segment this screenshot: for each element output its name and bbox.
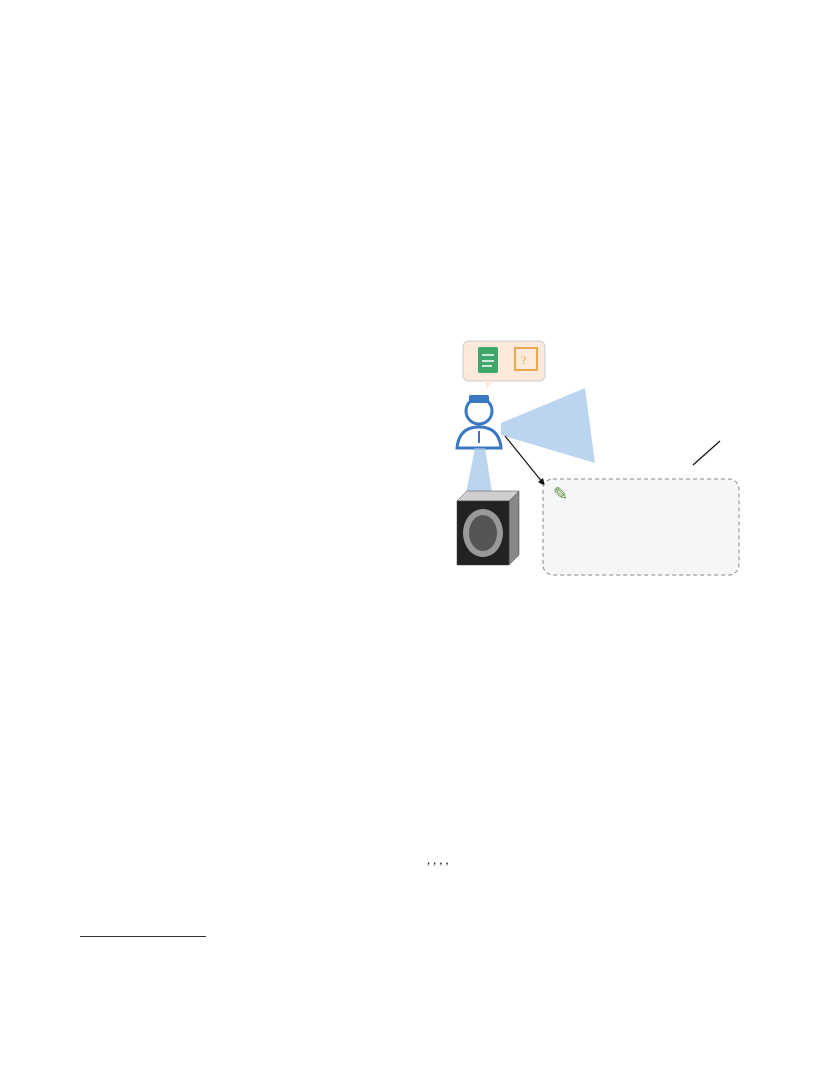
pen-icon: ✎ [553, 484, 569, 504]
doctor-icon [457, 395, 501, 448]
ct-volume-cube [457, 491, 519, 565]
right-column-body: , , , , [427, 853, 449, 867]
svg-text:?: ? [521, 353, 527, 367]
thought-bubble [463, 341, 545, 389]
figure-1 [435, 333, 747, 711]
footnote-divider [80, 936, 206, 937]
report-icon [478, 347, 498, 373]
